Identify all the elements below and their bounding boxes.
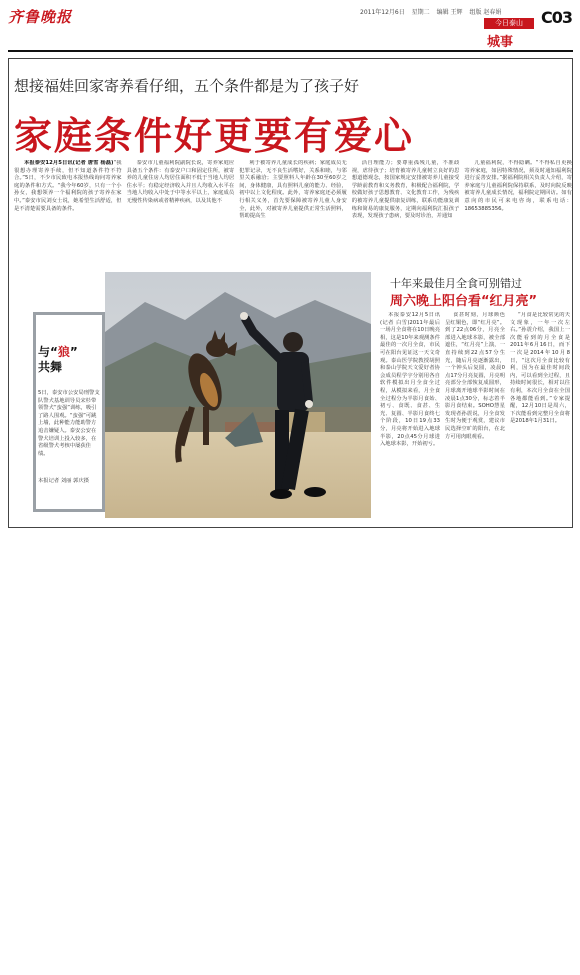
story-lead: 本报泰安12月5日讯(记者 唐雪 杨磊) (24, 160, 114, 166)
issue-date: 2011年12月6日 (360, 9, 405, 16)
issue-meta (360, 7, 506, 16)
issue-weekday: 星期二 (411, 9, 430, 16)
column-text: “我很想办理寄养手续，但不知道条件符不符合。”5日，不少市民致电本报热线询问寄养家庭的条件和方式。“我今年60岁，只有一个小孙女，我想领养一个福利院的孩子寄养在家中。”泰安市民刘女士说，她希望生活舒适，但是不清楚需要具备的条件。 (14, 160, 122, 212)
dog-training-photo (105, 272, 371, 518)
section-title: 城事 (487, 35, 514, 50)
designer-credit: 组版 赵春娟 (469, 9, 502, 16)
page-number: C03 (540, 8, 572, 27)
newspaper-logo: 齐鲁晚报 (8, 8, 73, 26)
editor-credit: 编辑 王辉 (436, 9, 463, 16)
caption-title-line2: 共舞 (38, 360, 63, 374)
column-text: 食甚时刻，月球颜色呈红铜色，即“红月亮”。到了22点06分，月亮全部进入地球本影，被全部遮住，“红月亮”上演，一直持续到22点57分生光，随后月亮逐渐露出，一个钟头后复圆，凌晨0点17分月亮复圆，月亮明亮部分全部恢复成圆形，月球离开地球半影时间在凌晨1点30分，标志着半影月食结束。SOHO慧星发现者孙震说，月全食发生时为便于观赏，建议市民选择空旷的阳台，在北方可用肉眼观看。 (445, 312, 505, 440)
caption-title-accent: 狼 (57, 345, 70, 359)
caption-title-suffix: ” (69, 345, 78, 359)
column-text: 活自理能力；要尊重孤残儿童，不准歧视，虐待孩子；培育被寄养儿童树立良好的思想道德观念，按国家规定安排被寄养儿童接受学龄前教育和义务教育，积极配合福利院，学校做好孩子思想教育、文化教育工作，为残疾的被寄养儿童提供康复训练，联系功能康复训练和简易的康复服务，定期向福利院汇报孩子表现，发现孩子患病，要及时诊治，并通知 (351, 160, 460, 220)
edition-tag: 今日泰山 (484, 18, 534, 29)
story-column (352, 160, 460, 268)
column-text: 本报泰安12月5日讯(记者 白雪)2011年最后一场月全食将在10日晚亮相，这是10年来观测条件最佳的一次月全食，市民可在阳台见证这一天文奇观。泰山医学院教授胡照和泰山学院天文爱好者协会成员程学宇分别用各自软件模拟出月全食全过程，从模拟来看，月全食全过程分为半影月食始、初亏、食既、食甚、生光、复圆、半影月食终七个阶段，10日19点33分，月亮将开始进入地球半影，20点45分月球进入地球本影，开始初亏。 (380, 312, 440, 448)
caption-title (38, 345, 78, 375)
caption-title-prefix: 与“ (38, 345, 58, 359)
column-text: 泰安市儿童福利院副院长说，寄养家庭应具备五个条件：有泰安户口和固定住所，被寄养的儿童住房人均居住面积不低于当地人均居住水平；有稳定经济收入并且人均收入水平在当地人均收入中处于中等水平以上，家庭成员无慢性传染病或者精神疾病，以及其他不 (126, 160, 235, 204)
story-column (464, 160, 572, 268)
story2-kicker: 十年来最佳月全食可别错过 (390, 277, 522, 290)
story-kicker: 想接福娃回家寄养看仔细，五个条件都是为了孩子好 (14, 77, 360, 95)
news-photo (105, 272, 371, 518)
masthead-rule (8, 50, 573, 52)
story2-body (380, 312, 570, 522)
story-column (14, 160, 122, 268)
story2-column (510, 312, 570, 522)
story2-headline: 周六晚上阳台看“红月亮” (390, 294, 538, 309)
caption-credit: 本报记者 刘丽 郭庆摄 (38, 478, 90, 484)
column-text: 利于被寄养儿童成长的疾病；家庭成员无犯罪记录，无不良生活嗜好，关系和睦，与邻里关系融洽；主要照料人年龄在30至60岁之间，身体健康，具有照料儿童的能力、经验，初中以上文化程度。此外，寄养家庭还必须履行相关义务，首先要保障被寄养儿童人身安全，此外，对被寄养儿童提供正常生活照料，帮助提高生 (239, 160, 347, 220)
column-text: 儿童福利院，不得隐瞒。“不得私自更换寄养家庭，如因特殊情况，须及时通知福利院进行妥善安排。”据福利院相关负责人介绍，寄养家庭与儿童福利院保持联系，及时向院反映被寄养儿童成长情况，福利院定期回访。如有意向的市民可来电咨询，联系电话：18653885356。 (464, 160, 572, 212)
story2-column (445, 312, 505, 522)
story2-column (380, 312, 440, 522)
column-text: “月食是比较常见的天文现象，一年一次左右。”孙震介绍，我国上一次能看到的月全食是2011年6月16日，而下一次是2014年10月8日，“这次月全食比较有利，因为在最佳时间段内，可以看到全过程，且持续时间很长，相对以往有利，本次月全食在全国各地都能看到。”专家提醒，12月10日是周六，下次能看到完整月全食将是2018年1月31日。 (510, 312, 570, 425)
caption-body: 5日，泰安市公安局刑警支队警犬基地训导员宋杉带领警犬“蛮强”训练，吸引了路人围观。“蛮强”可跳上墙，此种能力能助警方追击嫌疑人。泰安公安在警犬培训上投入较多，在省级警犬考核中屡获佳绩。 (38, 390, 100, 457)
story-body (14, 160, 572, 268)
story-headline: 家庭条件好更要有爱心 (14, 114, 415, 158)
story-column (127, 160, 235, 268)
story-column (239, 160, 347, 268)
